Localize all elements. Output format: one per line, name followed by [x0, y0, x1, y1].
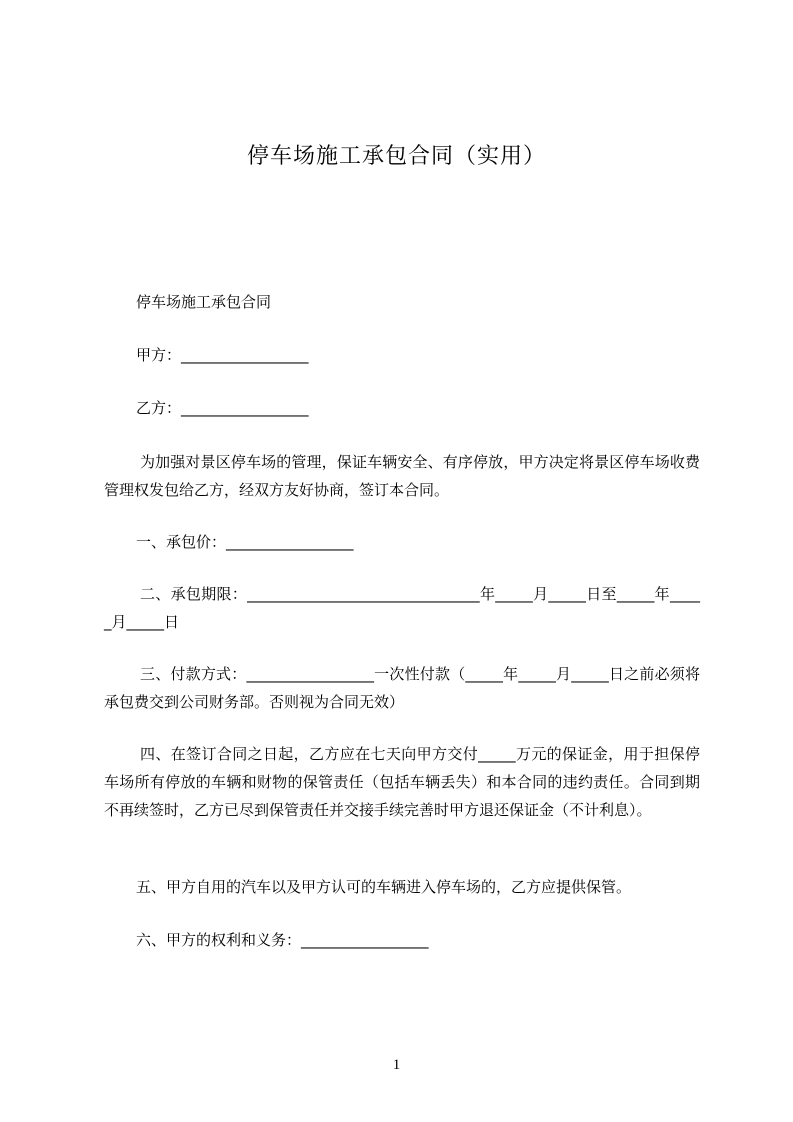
clause-4-deposit: 四、在签订合同之日起，乙方应在七天向甲方交付_____万元的保证金，用于担保停车场所有停放的车辆和财物的保管责任（包括车辆丢失）和本合同的违约责任。合同到期不再续签时，乙方已尽到保管责任并交接手续完善时甲方退还保证金（不计利息）。 [104, 745, 700, 819]
clause-6-party-a-rights: 六、甲方的权利和义务：_________________ [136, 931, 429, 949]
clause-1-contract-price: 一、承包价：_________________ [136, 533, 354, 551]
page-number: 1 [392, 1057, 401, 1073]
clause-5-vehicle-custody: 五、甲方自用的汽车以及甲方认可的车辆进入停车场的，乙方应提供保管。 [136, 878, 632, 896]
document-title: 停车场施工承包合同（实用） [246, 144, 546, 169]
party-b-line: 乙方：_________________ [136, 399, 309, 417]
contract-subtitle: 停车场施工承包合同 [136, 293, 272, 311]
intro-paragraph: 为加强对景区停车场的管理，保证车辆安全、有序停放，甲方决定将景区停车场收费管理权发包给乙方，经双方友好协商，签订本合同。 [104, 453, 700, 499]
clause-2-contract-term: 二、承包期限：_______________________________年_____月_____日至_____年_____月_____日 [104, 585, 700, 631]
party-a-line: 甲方：_________________ [136, 346, 309, 364]
clause-3-payment-method: 三、付款方式：_________________一次性付款（_____年_____月_____日之前必须将承包费交到公司财务部。否则视为合同无效） [104, 665, 700, 711]
